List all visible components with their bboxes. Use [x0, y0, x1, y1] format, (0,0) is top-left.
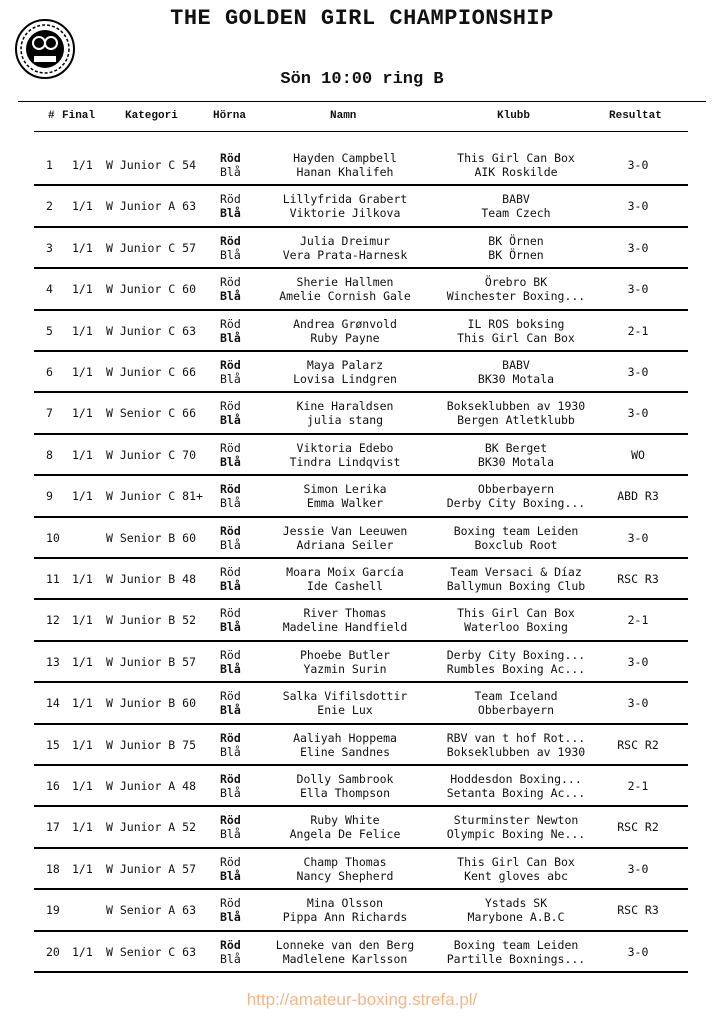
boxer-clubs: [430, 482, 602, 510]
bout-result: 2-1: [627, 613, 649, 628]
bout-number: 15: [46, 737, 60, 752]
boxer-red-name: Salka Vifilsdottir: [282, 689, 408, 704]
bout-final: 1/1: [72, 613, 93, 628]
table-row: [0, 352, 724, 393]
table-row: [0, 145, 724, 186]
boxer-red-name: Maya Palarz: [306, 358, 384, 372]
header-namn: Namn: [330, 110, 357, 122]
corner-blue: Blå: [220, 165, 241, 179]
boxer-blue-name: Pippa Ann Richards: [282, 910, 408, 925]
boxer-blue-name: Ide Cashell: [306, 579, 384, 593]
table-row: [0, 725, 724, 766]
bout-number: 16: [46, 779, 60, 793]
club-red: This Girl Can Box: [457, 854, 575, 869]
bout-final: 1/1: [72, 365, 93, 379]
bout-final: 1/1: [72, 654, 93, 669]
corner-cell: [220, 648, 241, 676]
club-red: This Girl Can Box: [457, 606, 575, 621]
boxer-blue-name: Tindra Lindqvist: [289, 454, 401, 469]
bout-category: W Senior C 66: [106, 406, 197, 421]
bout-category: W Junior C 54: [106, 158, 197, 172]
corner-cell: [220, 772, 241, 800]
boxer-names: [267, 151, 423, 179]
corner-cell: [220, 896, 241, 924]
bout-number: 1: [46, 158, 53, 172]
table-row: [0, 228, 724, 269]
bout-final: 1/1: [72, 199, 93, 214]
club-blue: BK30 Motala: [477, 372, 555, 386]
bout-result: 2-1: [627, 323, 649, 338]
bout-number: 17: [46, 820, 60, 835]
bout-number: 10: [46, 530, 60, 545]
corner-cell: [220, 317, 241, 345]
corner-blue: Blå: [220, 330, 241, 345]
boxer-names: [267, 317, 423, 345]
corner-red: Röd: [220, 730, 241, 745]
corner-cell: [220, 606, 241, 634]
bout-final: 1/1: [72, 737, 93, 752]
bout-result: ABD R3: [617, 489, 659, 504]
bout-final: 1/1: [72, 696, 93, 711]
club-blue: Kent gloves abc: [464, 868, 568, 883]
table-row: [0, 642, 724, 683]
corner-blue: Blå: [220, 206, 241, 221]
boxer-blue-name: Adriana Seiler: [296, 537, 394, 552]
boxer-clubs: [430, 606, 602, 634]
club-red: BABV: [502, 358, 530, 372]
header-num: #: [48, 110, 55, 122]
corner-blue: Blå: [220, 620, 241, 635]
bout-result: 3-0: [627, 282, 649, 297]
boxer-red-name: Phoebe Butler: [299, 647, 390, 662]
header-kategori: Kategori: [125, 110, 178, 122]
boxer-names: [267, 896, 423, 924]
boxer-names: [267, 234, 423, 262]
club-red: Team Iceland: [474, 689, 558, 704]
boxer-clubs: [430, 938, 602, 966]
table-row: [0, 518, 724, 559]
boxer-clubs: [430, 358, 602, 386]
boxer-blue-name: Viktorie Jilkova: [289, 206, 401, 221]
boxer-blue-name: Vera Prata-Harnesk: [282, 247, 408, 262]
boxer-red-name: Ruby White: [310, 813, 380, 828]
bout-final: 1/1: [72, 323, 93, 338]
corner-cell: [220, 731, 241, 759]
bout-number: 8: [46, 447, 53, 462]
corner-blue: Blå: [220, 910, 241, 925]
bout-category: W Junior A 48: [106, 779, 197, 793]
club-blue: Bergen Atletklubb: [457, 413, 575, 428]
boxer-blue-name: Lovisa Lindgren: [293, 372, 397, 386]
header-klubb: Klubb: [497, 110, 531, 122]
corner-cell: [220, 689, 241, 717]
corner-red: Röd: [220, 896, 241, 911]
bout-final: 1/1: [72, 779, 93, 793]
corner-blue: Blå: [220, 703, 241, 718]
bout-result: 3-0: [627, 240, 649, 255]
bout-category: W Senior B 60: [106, 530, 197, 545]
boxer-blue-name: Amelie Cornish Gale: [279, 289, 411, 304]
corner-red: Röd: [220, 358, 241, 372]
corner-red: Röd: [220, 523, 241, 538]
bout-final: 1/1: [72, 158, 93, 172]
corner-cell: [220, 565, 241, 593]
footer-url: http://amateur-boxing.strefa.pl/: [246, 990, 478, 1009]
bout-result: 3-0: [627, 365, 649, 379]
boxer-names: [267, 524, 423, 552]
boxer-clubs: [430, 524, 602, 552]
bout-result: RSC R3: [617, 903, 659, 918]
club-red: BK Berget: [484, 440, 548, 455]
boxer-names: [267, 689, 423, 717]
boxer-blue-name: Emma Walker: [306, 496, 384, 511]
bout-result: RSC R2: [617, 737, 659, 752]
boxer-blue-name: Angela De Felice: [289, 827, 401, 842]
session-subtitle: Sön 10:00 ring B: [280, 70, 444, 89]
boxer-red-name: Moara Moix García: [286, 565, 404, 579]
bout-category: W Senior C 63: [106, 944, 197, 959]
table-header: [0, 110, 724, 126]
club-red: Sturminster Newton: [453, 813, 579, 828]
bout-result: 3-0: [627, 944, 649, 959]
corner-red: Röd: [220, 316, 241, 331]
bout-result: 3-0: [627, 406, 649, 421]
club-red: Hoddesdon Boxing...: [450, 772, 582, 786]
boxer-clubs: [430, 192, 602, 220]
club-blue: Boxclub Root: [474, 537, 558, 552]
club-blue: BK30 Motala: [477, 454, 555, 469]
corner-cell: [220, 275, 241, 303]
club-blue: BK Örnen: [488, 247, 544, 262]
club-red: Bokseklubben av 1930: [446, 399, 586, 414]
club-red: Ystads SK: [484, 896, 548, 911]
corner-red: Röd: [220, 689, 241, 704]
bout-category: W Junior A 52: [106, 820, 197, 835]
corner-cell: [220, 482, 241, 510]
bout-number: 4: [46, 282, 53, 297]
club-red: Derby City Boxing...: [446, 647, 586, 662]
row-divider: [34, 971, 688, 973]
bout-result: 3-0: [627, 654, 649, 669]
table-row: [0, 683, 724, 724]
boxer-names: [267, 358, 423, 386]
boxer-clubs: [430, 689, 602, 717]
club-blue: AIK Roskilde: [474, 165, 558, 179]
bout-category: W Junior C 63: [106, 323, 197, 338]
header-final: Final: [62, 110, 96, 122]
table-row: [0, 600, 724, 641]
bout-category: W Junior C 57: [106, 240, 197, 255]
boxer-red-name: Viktoria Edebo: [296, 440, 394, 455]
club-red: Obberbayern: [477, 482, 555, 497]
club-red: BK Örnen: [488, 233, 544, 248]
club-red: This Girl Can Box: [457, 151, 575, 165]
bout-category: W Junior A 63: [106, 199, 197, 214]
corner-blue: Blå: [220, 579, 241, 593]
club-blue: Rumbles Boxing Ac...: [446, 661, 586, 676]
corner-blue: Blå: [220, 289, 241, 304]
boxer-red-name: Andrea Grønvold: [293, 316, 397, 331]
corner-blue: Blå: [220, 372, 241, 386]
bout-category: W Junior C 60: [106, 282, 197, 297]
corner-blue: Blå: [220, 868, 241, 883]
corner-cell: [220, 234, 241, 262]
boxer-red-name: Aaliyah Hoppema: [293, 730, 397, 745]
club-blue: Setanta Boxing Ac...: [446, 786, 586, 800]
table-row: [0, 807, 724, 848]
bout-result: 3-0: [627, 530, 649, 545]
corner-blue: Blå: [220, 827, 241, 842]
club-blue: Ballymun Boxing Club: [446, 579, 586, 593]
bout-final: 1/1: [72, 447, 93, 462]
corner-blue: Blå: [220, 537, 241, 552]
boxer-blue-name: Madeline Handfield: [282, 620, 408, 635]
bout-category: W Junior C 70: [106, 447, 197, 462]
boxer-names: [267, 813, 423, 841]
bout-number: 5: [46, 323, 53, 338]
bout-result: WO: [631, 447, 645, 462]
corner-blue: Blå: [220, 786, 241, 800]
bout-number: 14: [46, 696, 60, 711]
boxer-red-name: Lillyfrida Grabert: [282, 192, 408, 207]
corner-red: Röd: [220, 233, 241, 248]
bout-result: RSC R3: [617, 572, 659, 586]
corner-blue: Blå: [220, 247, 241, 262]
boxer-clubs: [430, 772, 602, 800]
bout-number: 18: [46, 861, 60, 876]
bout-number: 11: [46, 572, 60, 586]
boxer-clubs: [430, 731, 602, 759]
boxer-blue-name: Hanan Khalifeh: [296, 165, 394, 179]
bout-category: W Junior B 52: [106, 613, 197, 628]
boxer-clubs: [430, 896, 602, 924]
bout-number: 3: [46, 240, 53, 255]
bout-final: 1/1: [72, 820, 93, 835]
bout-final: 1/1: [72, 282, 93, 297]
boxer-red-name: Sherie Hallmen: [296, 275, 394, 290]
corner-cell: [220, 192, 241, 220]
bout-number: 12: [46, 613, 60, 628]
bout-number: 9: [46, 489, 53, 504]
boxer-names: [267, 399, 423, 427]
boxer-red-name: Lonneke van den Berg: [275, 937, 415, 952]
bout-final: 1/1: [72, 572, 93, 586]
corner-cell: [220, 855, 241, 883]
table-row: [0, 476, 724, 517]
table-row: [0, 932, 724, 973]
bout-number: 7: [46, 406, 53, 421]
club-red: Boxing team Leiden: [453, 937, 579, 952]
boxer-clubs: [430, 399, 602, 427]
club-blue: Waterloo Boxing: [464, 620, 568, 635]
corner-red: Röd: [220, 151, 241, 165]
corner-blue: Blå: [220, 496, 241, 511]
bout-final: 1/1: [72, 861, 93, 876]
corner-cell: [220, 524, 241, 552]
club-red: Team Versaci & Díaz: [450, 565, 582, 579]
corner-cell: [220, 441, 241, 469]
boxer-names: [267, 731, 423, 759]
table-row: [0, 559, 724, 600]
bout-result: 2-1: [627, 779, 649, 793]
club-blue: Team Czech: [481, 206, 551, 221]
corner-red: Röd: [220, 192, 241, 207]
boxer-red-name: Jessie Van Leeuwen: [282, 523, 408, 538]
boxer-blue-name: Ruby Payne: [310, 330, 380, 345]
corner-cell: [220, 399, 241, 427]
bout-category: W Junior B 75: [106, 737, 197, 752]
club-blue: Derby City Boxing...: [446, 496, 586, 511]
bout-final: 1/1: [72, 489, 93, 504]
bout-category: W Junior B 57: [106, 654, 197, 669]
boxer-red-name: Hayden Campbell: [293, 151, 397, 165]
boxer-clubs: [430, 565, 602, 593]
bout-category: W Senior A 63: [106, 903, 197, 918]
boxer-clubs: [430, 275, 602, 303]
club-blue: Olympic Boxing Ne...: [446, 827, 586, 842]
boxer-clubs: [430, 441, 602, 469]
bout-final: 1/1: [72, 240, 93, 255]
boxer-names: [267, 648, 423, 676]
club-blue: Partille Boxnings...: [446, 951, 586, 966]
corner-red: Röd: [220, 647, 241, 662]
boxer-blue-name: Yazmin Surin: [303, 661, 387, 676]
boxer-blue-name: Ella Thompson: [299, 786, 390, 800]
boxer-names: [267, 192, 423, 220]
club-red: Boxing team Leiden: [453, 523, 579, 538]
table-row: [0, 311, 724, 352]
bout-category: W Junior B 48: [106, 572, 197, 586]
boxer-red-name: Dolly Sambrook: [296, 772, 394, 786]
boxer-names: [267, 855, 423, 883]
boxer-names: [267, 275, 423, 303]
boxer-names: [267, 482, 423, 510]
boxer-names: [267, 565, 423, 593]
club-blue: Winchester Boxing...: [446, 289, 586, 304]
corner-blue: Blå: [220, 661, 241, 676]
corner-red: Röd: [220, 440, 241, 455]
boxer-clubs: [430, 648, 602, 676]
boxer-red-name: Mina Olsson: [306, 896, 384, 911]
table-row: [0, 435, 724, 476]
club-red: RBV van t hof Rot...: [446, 730, 586, 745]
table-row: [0, 849, 724, 890]
boxer-blue-name: julia stang: [306, 413, 384, 428]
boxer-clubs: [430, 855, 602, 883]
boxer-names: [267, 938, 423, 966]
bout-number: 6: [46, 365, 53, 379]
bout-number: 19: [46, 903, 60, 918]
boxer-red-name: Simon Lerika: [303, 482, 387, 497]
boxer-clubs: [430, 151, 602, 179]
bout-number: 13: [46, 654, 60, 669]
corner-red: Röd: [220, 813, 241, 828]
bout-category: W Junior B 60: [106, 696, 197, 711]
bout-result: 3-0: [627, 158, 649, 172]
bout-final: 1/1: [72, 406, 93, 421]
boxer-blue-name: Madlelene Karlsson: [282, 951, 408, 966]
corner-red: Röd: [220, 565, 241, 579]
corner-red: Röd: [220, 606, 241, 621]
bout-category: W Junior C 66: [106, 365, 197, 379]
bout-result: 3-0: [627, 861, 649, 876]
club-red: IL ROS boksing: [467, 316, 565, 331]
corner-cell: [220, 813, 241, 841]
boxer-red-name: Champ Thomas: [303, 854, 387, 869]
boxer-blue-name: Enie Lux: [317, 703, 373, 718]
corner-cell: [220, 938, 241, 966]
boxer-clubs: [430, 317, 602, 345]
corner-red: Röd: [220, 937, 241, 952]
page-title: THE GOLDEN GIRL CHAMPIONSHIP: [170, 6, 554, 31]
top-divider: [18, 101, 706, 102]
bout-result: 3-0: [627, 696, 649, 711]
boxer-names: [267, 441, 423, 469]
corner-blue: Blå: [220, 454, 241, 469]
corner-blue: Blå: [220, 413, 241, 428]
bout-final: 1/1: [72, 944, 93, 959]
corner-red: Röd: [220, 854, 241, 869]
boxer-red-name: River Thomas: [303, 606, 387, 621]
boxer-red-name: Julia Dreimur: [299, 233, 390, 248]
bout-category: W Junior A 57: [106, 861, 197, 876]
club-blue: Obberbayern: [477, 703, 555, 718]
club-blue: This Girl Can Box: [457, 330, 575, 345]
boxer-names: [267, 772, 423, 800]
table-row: [0, 890, 724, 931]
club-red: BABV: [502, 192, 530, 207]
corner-cell: [220, 151, 241, 179]
header-divider: [34, 131, 688, 132]
table-row: [0, 186, 724, 227]
corner-blue: Blå: [220, 744, 241, 759]
club-blue: Marybone A.B.C: [467, 910, 565, 925]
table-row: [0, 269, 724, 310]
boxer-clubs: [430, 234, 602, 262]
corner-red: Röd: [220, 482, 241, 497]
corner-red: Röd: [220, 772, 241, 786]
corner-red: Röd: [220, 275, 241, 290]
corner-cell: [220, 358, 241, 386]
club-blue: Bokseklubben av 1930: [446, 744, 586, 759]
bout-result: RSC R2: [617, 820, 659, 835]
boxer-names: [267, 606, 423, 634]
boxer-red-name: Kine Haraldsen: [296, 399, 394, 414]
bout-result: 3-0: [627, 199, 649, 214]
boxer-blue-name: Eline Sandnes: [299, 744, 390, 759]
table-row: [0, 766, 724, 807]
bout-number: 2: [46, 199, 53, 214]
header-resultat: Resultat: [609, 110, 662, 122]
bout-category: W Junior C 81+: [106, 489, 203, 504]
boxer-clubs: [430, 813, 602, 841]
bout-number: 20: [46, 944, 60, 959]
club-red: Örebro BK: [484, 275, 548, 290]
corner-blue: Blå: [220, 951, 241, 966]
header-horna: Hörna: [213, 110, 247, 122]
boxer-blue-name: Nancy Shepherd: [296, 868, 394, 883]
corner-red: Röd: [220, 399, 241, 414]
table-row: [0, 393, 724, 434]
